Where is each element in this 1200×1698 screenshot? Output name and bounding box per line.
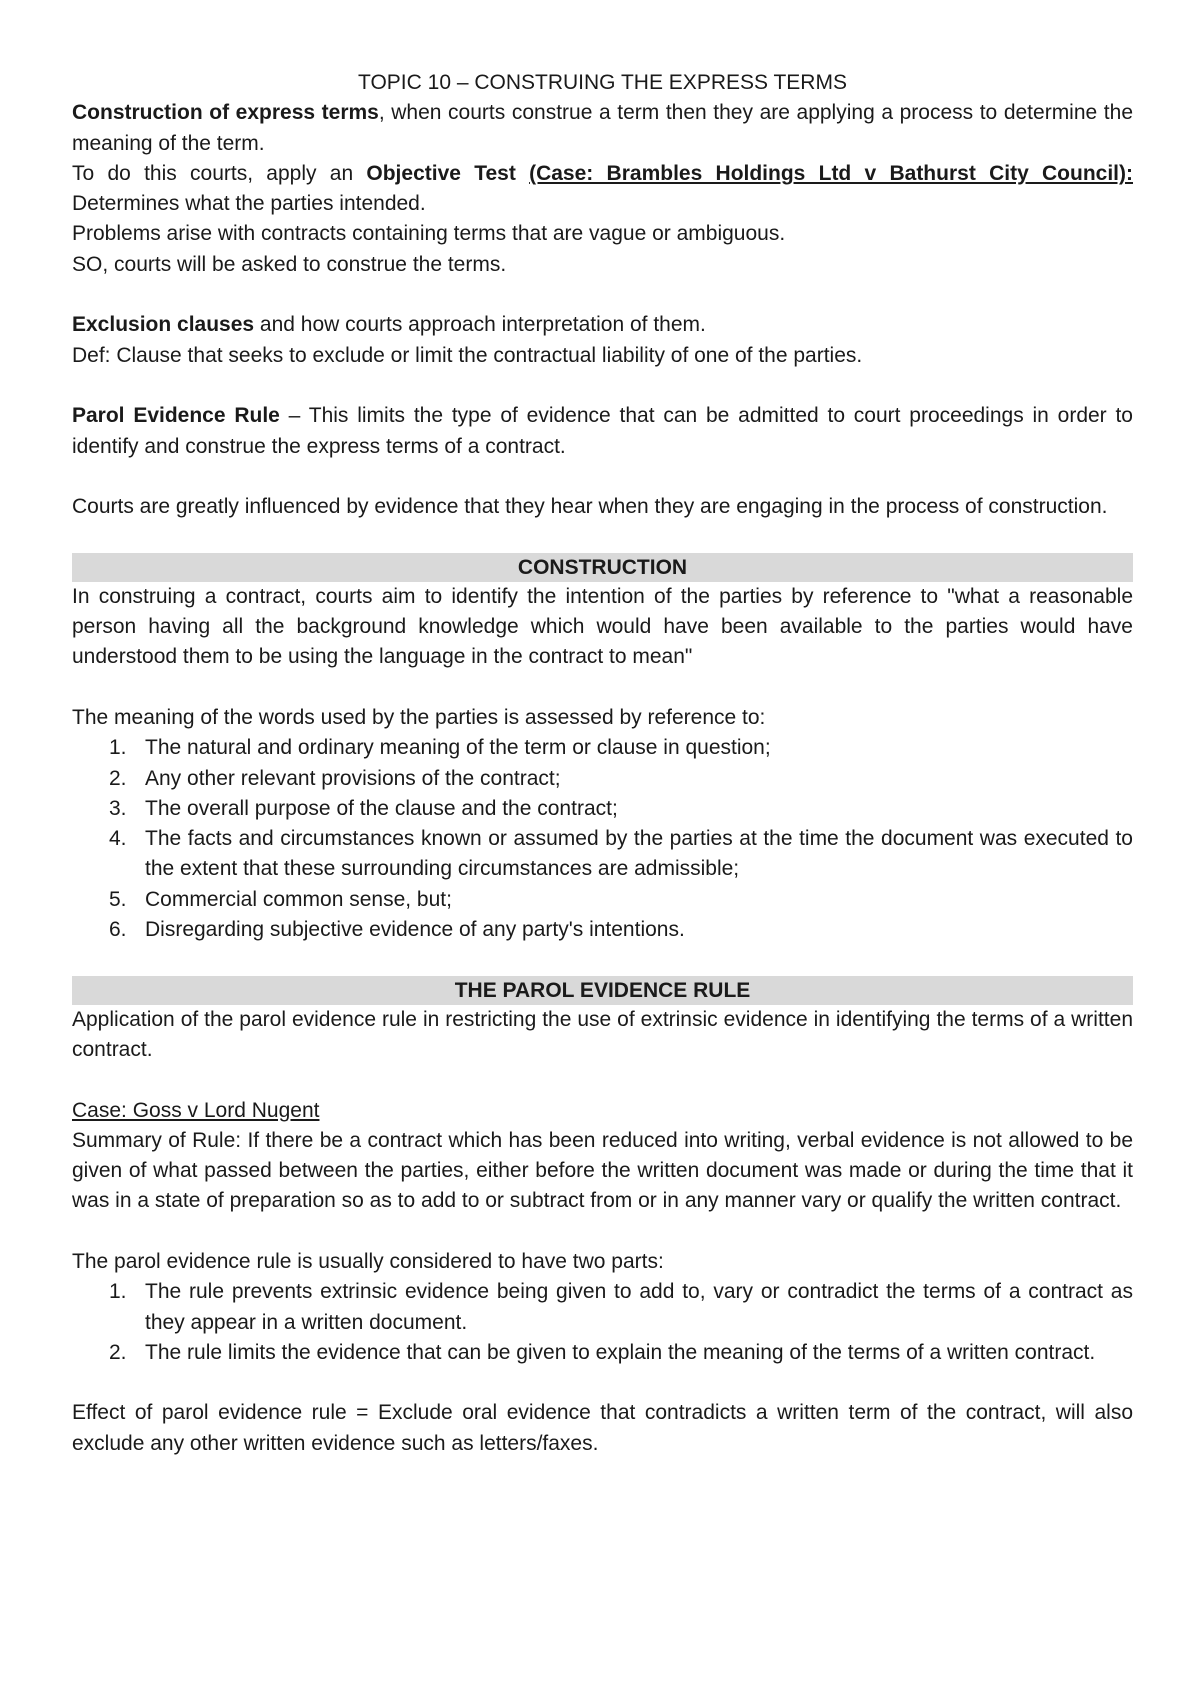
- problems-line: Problems arise with contracts containing terms that are vague or ambiguous.: [72, 222, 786, 246]
- page-title: TOPIC 10 – CONSTRUING THE EXPRESS TERMS: [358, 71, 847, 94]
- construction-list-intro: The meaning of the words used by the parties is assessed by reference to:: [72, 705, 766, 729]
- parol-evidence-heading: THE PAROL EVIDENCE RULE: [72, 976, 1133, 1005]
- effect-paragraph: Effect of parol evidence rule = Exclude oral evidence that contradicts a written term of the contract, will also exclude any other written evidence such as letters/faxes.: [72, 1401, 1133, 1455]
- list-item: 2. Any other relevant provisions of the contract;: [109, 766, 561, 790]
- construction-list: [72, 733, 1133, 945]
- parol-application-paragraph: Application of the parol evidence rule in restricting the use of extrinsic evidence in identifying the terms of a written contract.: [72, 1007, 1133, 1061]
- rule-summary-paragraph: Summary of Rule: If there be a contract which has been reduced into writing, verbal evidence is not allowed to be given of what passed between the parties, either before the written document was made or during the time that it was in a state of preparation so as to add to or subtract from or in any manner vary or qualify the written contract.: [72, 1128, 1133, 1213]
- list-item: 6. Disregarding subjective evidence of any party's intentions.: [109, 918, 685, 942]
- objective-test-paragraph: To do this courts, apply an Objective Test (Case: Brambles Holdings Ltd v Bathurst City Council): Determines what the parties intended.: [72, 161, 1133, 216]
- list-item: 4. The facts and circumstances known or assumed by the parties at the time the document was executed to the extent that these surrounding circumstances are admissible;: [109, 827, 1133, 881]
- parol-evidence-rule-paragraph: Parol Evidence Rule – This limits the type of evidence that can be admitted to court proceedings in order to identify and construe the express terms of a contract.: [72, 404, 1133, 458]
- parol-list-intro: The parol evidence rule is usually considered to have two parts:: [72, 1249, 664, 1273]
- goss-case-heading: Case: Goss v Lord Nugent: [72, 1098, 320, 1122]
- list-item: 1. The natural and ordinary meaning of the term or clause in question;: [109, 736, 771, 760]
- exclusion-definition: Def: Clause that seeks to exclude or limit the contractual liability of one of the parties.: [72, 343, 863, 367]
- courts-influence-paragraph: Courts are greatly influenced by evidence that they hear when they are engaging in the process of construction.: [72, 495, 1108, 519]
- construction-of-express-terms-term: Construction of express terms: [72, 101, 379, 125]
- construction-paragraph: In construing a contract, courts aim to identify the intention of the parties by reference to "what a reasonable person having all the background knowledge which would have been available to the parties would have understood them to be using the language in the contract to mean": [72, 584, 1133, 669]
- exclusion-clauses-line: Exclusion clauses and how courts approach interpretation of them.: [72, 313, 706, 337]
- exclusion-clauses-term: Exclusion clauses: [72, 313, 255, 337]
- parol-evidence-rule-term: Parol Evidence Rule: [72, 404, 280, 428]
- document-page: [72, 68, 1133, 1459]
- so-line: SO, courts will be asked to construe the terms.: [72, 252, 507, 276]
- objective-test-term: Objective Test: [366, 161, 516, 185]
- list-item: 1. The rule prevents extrinsic evidence being given to add to, vary or contradict the terms of a contract as they appear in a written document.: [109, 1280, 1133, 1334]
- parol-list: [72, 1277, 1133, 1368]
- list-item: 3. The overall purpose of the clause and the contract;: [109, 796, 618, 820]
- list-item: 5. Commercial common sense, but;: [109, 887, 452, 911]
- list-item: 2. The rule limits the evidence that can be given to explain the meaning of the terms of a written contract.: [109, 1340, 1096, 1364]
- construction-heading: CONSTRUCTION: [72, 553, 1133, 582]
- brambles-case-citation: (Case: Brambles Holdings Ltd v Bathurst City Council):: [529, 161, 1133, 185]
- construction-of-express-terms-paragraph: Construction of express terms, when courts construe a term then they are applying a process to determine the meaning of the term.: [72, 101, 1133, 155]
